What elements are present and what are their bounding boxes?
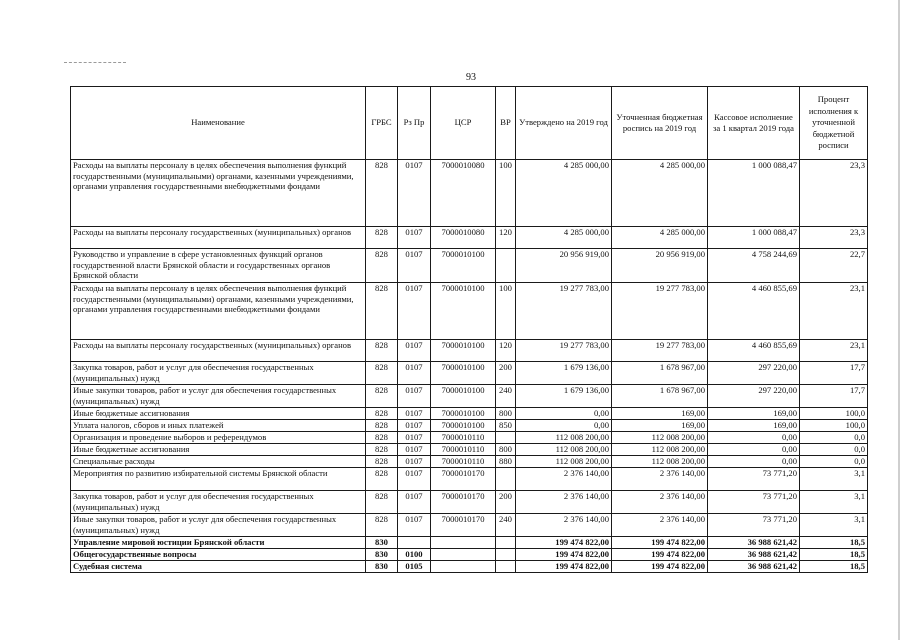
row-percent-cell: 18,5: [800, 561, 868, 573]
row-refined-cell: 2 376 140,00: [612, 468, 708, 491]
row-approved-cell: 112 008 200,00: [516, 432, 612, 444]
row-name-cell: Иные закупки товаров, работ и услуг для обеспечения государственных (муниципальных) нужд: [71, 385, 366, 408]
row-csr-cell: 7000010110: [431, 456, 496, 468]
row-rzpr-cell: 0107: [398, 160, 431, 227]
header-csr: ЦСР: [431, 87, 496, 160]
row-cash-cell: 4 460 855,69: [708, 340, 800, 362]
row-percent-cell: 17,7: [800, 385, 868, 408]
row-grbs-cell: 828: [366, 420, 398, 432]
top-left-dash-mark: [64, 62, 126, 63]
row-vr-cell: 100: [496, 160, 516, 227]
row-rzpr-cell: 0107: [398, 408, 431, 420]
row-grbs-cell: 828: [366, 227, 398, 249]
row-percent-cell: 17,7: [800, 362, 868, 385]
row-vr-cell: [496, 249, 516, 283]
row-name-cell: Расходы на выплаты персоналу в целях обеспечения выполнения функций государственными (муниципальными) органами, казенными учреждениями, органами управления государственными внебюджетными фондами: [71, 160, 366, 227]
row-refined-cell: 20 956 919,00: [612, 249, 708, 283]
row-vr-cell: 800: [496, 408, 516, 420]
row-csr-cell: 7000010110: [431, 444, 496, 456]
row-csr-cell: 7000010100: [431, 340, 496, 362]
header-vr: ВР: [496, 87, 516, 160]
row-approved-cell: 1 679 136,00: [516, 385, 612, 408]
row-name-cell: Уплата налогов, сборов и иных платежей: [71, 420, 366, 432]
row-csr-cell: [431, 549, 496, 561]
row-percent-cell: 23,3: [800, 227, 868, 249]
row-grbs-cell: 828: [366, 249, 398, 283]
header-cash: Кассовое исполнение за 1 квартал 2019 года: [708, 87, 800, 160]
row-approved-cell: 4 285 000,00: [516, 160, 612, 227]
row-approved-cell: 4 285 000,00: [516, 227, 612, 249]
row-rzpr-cell: [398, 537, 431, 549]
row-refined-cell: 199 474 822,00: [612, 537, 708, 549]
table-row: [71, 340, 868, 362]
row-cash-cell: 0,00: [708, 432, 800, 444]
row-grbs-cell: 828: [366, 514, 398, 537]
row-csr-cell: 7000010100: [431, 249, 496, 283]
table-header-row: [71, 87, 868, 160]
row-grbs-cell: 828: [366, 385, 398, 408]
row-csr-cell: 7000010100: [431, 408, 496, 420]
row-grbs-cell: 828: [366, 340, 398, 362]
row-rzpr-cell: 0107: [398, 444, 431, 456]
row-refined-cell: 4 285 000,00: [612, 227, 708, 249]
row-name-cell: Судебная система: [71, 561, 366, 573]
row-refined-cell: 19 277 783,00: [612, 340, 708, 362]
budget-table: [70, 86, 868, 573]
header-refined: Уточненная бюджетная роспись на 2019 год: [612, 87, 708, 160]
row-csr-cell: 7000010170: [431, 468, 496, 491]
page-number: 93: [466, 72, 476, 83]
row-cash-cell: 297 220,00: [708, 385, 800, 408]
row-cash-cell: 73 771,20: [708, 468, 800, 491]
row-grbs-cell: 830: [366, 537, 398, 549]
row-percent-cell: 100,0: [800, 408, 868, 420]
row-vr-cell: 200: [496, 491, 516, 514]
row-refined-cell: 112 008 200,00: [612, 432, 708, 444]
row-name-cell: Иные бюджетные ассигнования: [71, 444, 366, 456]
row-cash-cell: 0,00: [708, 456, 800, 468]
row-refined-cell: 169,00: [612, 408, 708, 420]
table-row: [71, 408, 868, 420]
row-approved-cell: 2 376 140,00: [516, 491, 612, 514]
row-refined-cell: 1 678 967,00: [612, 362, 708, 385]
row-approved-cell: 2 376 140,00: [516, 514, 612, 537]
row-approved-cell: 1 679 136,00: [516, 362, 612, 385]
row-name-cell: Расходы на выплаты персоналу государственных (муниципальных) органов: [71, 227, 366, 249]
row-csr-cell: 7000010080: [431, 227, 496, 249]
row-name-cell: Расходы на выплаты персоналу в целях обеспечения выполнения функций государственными (муниципальными) органами, казенными учреждениями, органами управления государственными внебюджетными фондами: [71, 283, 366, 340]
row-percent-cell: 0,0: [800, 444, 868, 456]
row-cash-cell: 36 988 621,42: [708, 561, 800, 573]
row-name-cell: Специальные расходы: [71, 456, 366, 468]
row-grbs-cell: 828: [366, 362, 398, 385]
row-name-cell: Мероприятия по развитию избирательной системы Брянской области: [71, 468, 366, 491]
header-approved: Утверждено на 2019 год: [516, 87, 612, 160]
row-grbs-cell: 828: [366, 432, 398, 444]
row-refined-cell: 199 474 822,00: [612, 549, 708, 561]
header-percent: Процент исполнения к уточненной бюджетной росписи: [800, 87, 868, 160]
row-rzpr-cell: 0100: [398, 549, 431, 561]
row-vr-cell: 850: [496, 420, 516, 432]
row-refined-cell: 2 376 140,00: [612, 514, 708, 537]
row-cash-cell: 169,00: [708, 408, 800, 420]
table-row: [71, 514, 868, 537]
row-rzpr-cell: 0107: [398, 340, 431, 362]
row-vr-cell: [496, 537, 516, 549]
row-rzpr-cell: 0107: [398, 420, 431, 432]
table-row: [71, 227, 868, 249]
row-vr-cell: [496, 468, 516, 491]
row-rzpr-cell: 0107: [398, 249, 431, 283]
row-percent-cell: 100,0: [800, 420, 868, 432]
row-csr-cell: 7000010100: [431, 362, 496, 385]
header-grbs: ГРБС: [366, 87, 398, 160]
row-approved-cell: 112 008 200,00: [516, 444, 612, 456]
table-row: [71, 537, 868, 549]
row-rzpr-cell: 0107: [398, 385, 431, 408]
row-csr-cell: 7000010170: [431, 491, 496, 514]
row-grbs-cell: 830: [366, 549, 398, 561]
row-cash-cell: 4 460 855,69: [708, 283, 800, 340]
row-rzpr-cell: 0107: [398, 491, 431, 514]
row-name-cell: Иные закупки товаров, работ и услуг для обеспечения государственных (муниципальных) нужд: [71, 514, 366, 537]
row-approved-cell: 0,00: [516, 420, 612, 432]
table-row: [71, 249, 868, 283]
row-refined-cell: 169,00: [612, 420, 708, 432]
row-approved-cell: 2 376 140,00: [516, 468, 612, 491]
row-grbs-cell: 828: [366, 444, 398, 456]
row-name-cell: Закупка товаров, работ и услуг для обеспечения государственных (муниципальных) нужд: [71, 362, 366, 385]
row-vr-cell: [496, 549, 516, 561]
row-cash-cell: 73 771,20: [708, 491, 800, 514]
row-grbs-cell: 828: [366, 160, 398, 227]
row-name-cell: Общегосударственные вопросы: [71, 549, 366, 561]
table-row: [71, 362, 868, 385]
row-refined-cell: 1 678 967,00: [612, 385, 708, 408]
row-percent-cell: 18,5: [800, 537, 868, 549]
table-body: [71, 160, 868, 573]
row-cash-cell: 169,00: [708, 420, 800, 432]
row-grbs-cell: 828: [366, 283, 398, 340]
row-percent-cell: 3,1: [800, 491, 868, 514]
row-vr-cell: 100: [496, 283, 516, 340]
table-row: [71, 420, 868, 432]
row-rzpr-cell: 0107: [398, 456, 431, 468]
row-grbs-cell: 828: [366, 456, 398, 468]
row-percent-cell: 23,1: [800, 340, 868, 362]
row-csr-cell: 7000010170: [431, 514, 496, 537]
row-cash-cell: 1 000 088,47: [708, 160, 800, 227]
row-vr-cell: 120: [496, 227, 516, 249]
row-percent-cell: 0,0: [800, 432, 868, 444]
row-percent-cell: 23,1: [800, 283, 868, 340]
row-percent-cell: 22,7: [800, 249, 868, 283]
row-cash-cell: 297 220,00: [708, 362, 800, 385]
table-row: [71, 468, 868, 491]
row-cash-cell: 73 771,20: [708, 514, 800, 537]
row-grbs-cell: 828: [366, 491, 398, 514]
row-rzpr-cell: 0107: [398, 468, 431, 491]
table-row: [71, 561, 868, 573]
row-percent-cell: 23,3: [800, 160, 868, 227]
row-vr-cell: 240: [496, 385, 516, 408]
row-vr-cell: 880: [496, 456, 516, 468]
row-name-cell: Расходы на выплаты персоналу государственных (муниципальных) органов: [71, 340, 366, 362]
row-grbs-cell: 828: [366, 408, 398, 420]
row-percent-cell: 0,0: [800, 456, 868, 468]
row-csr-cell: [431, 537, 496, 549]
row-approved-cell: 20 956 919,00: [516, 249, 612, 283]
row-refined-cell: 4 285 000,00: [612, 160, 708, 227]
row-percent-cell: 18,5: [800, 549, 868, 561]
row-name-cell: Иные бюджетные ассигнования: [71, 408, 366, 420]
row-grbs-cell: 828: [366, 468, 398, 491]
header-name: Наименование: [71, 87, 366, 160]
table-row: [71, 456, 868, 468]
table-row: [71, 160, 868, 227]
row-rzpr-cell: 0107: [398, 432, 431, 444]
row-approved-cell: 19 277 783,00: [516, 340, 612, 362]
table-row: [71, 491, 868, 514]
row-rzpr-cell: 0105: [398, 561, 431, 573]
row-vr-cell: 120: [496, 340, 516, 362]
table-row: [71, 283, 868, 340]
row-csr-cell: 7000010100: [431, 283, 496, 340]
row-name-cell: Управление мировой юстиции Брянской области: [71, 537, 366, 549]
table-row: [71, 432, 868, 444]
row-vr-cell: 240: [496, 514, 516, 537]
row-name-cell: Организация и проведение выборов и референдумов: [71, 432, 366, 444]
header-rzpr: Рз Пр: [398, 87, 431, 160]
row-approved-cell: 199 474 822,00: [516, 549, 612, 561]
row-grbs-cell: 830: [366, 561, 398, 573]
scan-edge-line: [898, 0, 900, 640]
row-refined-cell: 199 474 822,00: [612, 561, 708, 573]
row-rzpr-cell: 0107: [398, 227, 431, 249]
row-vr-cell: [496, 561, 516, 573]
row-refined-cell: 2 376 140,00: [612, 491, 708, 514]
row-csr-cell: 7000010110: [431, 432, 496, 444]
row-rzpr-cell: 0107: [398, 514, 431, 537]
row-approved-cell: 19 277 783,00: [516, 283, 612, 340]
row-vr-cell: 200: [496, 362, 516, 385]
row-approved-cell: 112 008 200,00: [516, 456, 612, 468]
row-cash-cell: 0,00: [708, 444, 800, 456]
table-row: [71, 549, 868, 561]
row-csr-cell: 7000010100: [431, 385, 496, 408]
row-refined-cell: 112 008 200,00: [612, 456, 708, 468]
row-csr-cell: 7000010080: [431, 160, 496, 227]
row-approved-cell: 0,00: [516, 408, 612, 420]
row-csr-cell: 7000010100: [431, 420, 496, 432]
row-cash-cell: 4 758 244,69: [708, 249, 800, 283]
row-refined-cell: 19 277 783,00: [612, 283, 708, 340]
row-approved-cell: 199 474 822,00: [516, 537, 612, 549]
row-refined-cell: 112 008 200,00: [612, 444, 708, 456]
row-rzpr-cell: 0107: [398, 283, 431, 340]
row-cash-cell: 36 988 621,42: [708, 537, 800, 549]
row-vr-cell: 800: [496, 444, 516, 456]
row-cash-cell: 36 988 621,42: [708, 549, 800, 561]
row-name-cell: Закупка товаров, работ и услуг для обеспечения государственных (муниципальных) нужд: [71, 491, 366, 514]
table-row: [71, 385, 868, 408]
row-percent-cell: 3,1: [800, 468, 868, 491]
row-rzpr-cell: 0107: [398, 362, 431, 385]
row-vr-cell: [496, 432, 516, 444]
row-csr-cell: [431, 561, 496, 573]
row-percent-cell: 3,1: [800, 514, 868, 537]
row-name-cell: Руководство и управление в сфере установленных функций органов государственной власти Брянской области и государственных органов Брянской области: [71, 249, 366, 283]
row-cash-cell: 1 000 088,47: [708, 227, 800, 249]
table-row: [71, 444, 868, 456]
row-approved-cell: 199 474 822,00: [516, 561, 612, 573]
